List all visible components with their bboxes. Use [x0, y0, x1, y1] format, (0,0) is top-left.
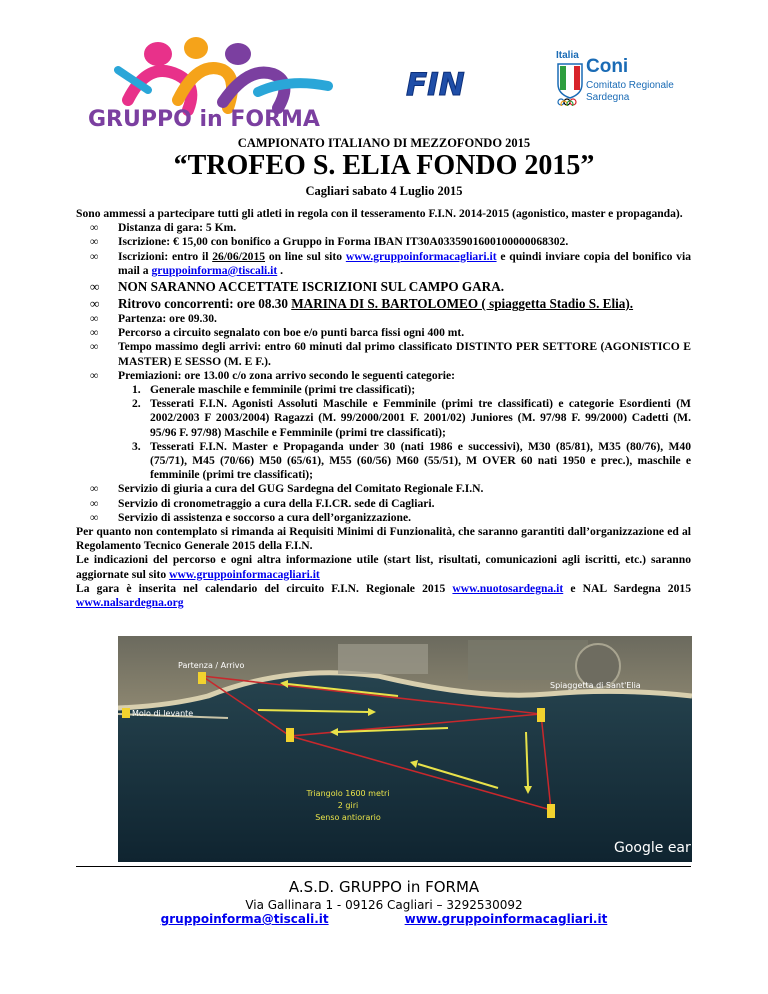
coni-logo [556, 50, 676, 106]
event-date: Cagliari sabato 4 Luglio 2015 [305, 184, 463, 198]
meeting-place: MARINA DI S. BARTOLOMEO ( spiaggetta Stadio S. Elia). [291, 296, 634, 312]
services-list [76, 482, 691, 525]
bullet-icon: ∞ [90, 249, 99, 263]
category-text: Tesserati F.I.N. Agonisti Assoluti Maschile e Femminile (primi tre classificati) e categorie Esordienti (M 2002/2003 F 2003/2004) Ragazzi (M. 99/2000/2001 F. 2001/02) Juniores (M. 97/98 F. 99/2000) Cadetti (M. 95/96 F. 97/98) Maschile e Femminile (primi tre classificati); [150, 397, 691, 439]
list-item [76, 369, 691, 383]
bullet-icon: ∞ [90, 496, 99, 510]
list-item [76, 312, 691, 326]
google-watermark: Google ear [614, 840, 691, 856]
direction-label: Senso antiorario [315, 813, 381, 822]
distance-text: Distanza di gara: 5 Km. [118, 221, 237, 235]
list-item [76, 482, 691, 496]
buoy-icon [537, 708, 545, 722]
coni-italia-text: Italia [556, 50, 579, 61]
registration-mid: on line sul sito [265, 249, 346, 263]
molo-label: Molo di levante [132, 709, 194, 718]
list-item [76, 235, 691, 249]
bullet-icon: ∞ [90, 326, 99, 340]
calendar-paragraph [76, 582, 691, 610]
trophy-title: “TROFEO S. ELIA FONDO 2015” [173, 150, 595, 181]
course-text: Percorso a circuito segnalato con boe e/o punti barca fissi ogni 400 mt. [118, 326, 465, 340]
website-link[interactable]: www.gruppoinformacagliari.it [345, 249, 497, 263]
list-item [76, 497, 691, 511]
registration-pre: Iscrizioni: entro il [118, 249, 213, 263]
start-finish-label: Partenza / Arrivo [178, 661, 245, 670]
category-text: Generale maschile e femminile (primi tre classificati); [150, 383, 416, 397]
bullet-icon: ∞ [90, 221, 99, 235]
footer-email-link[interactable]: gruppoinforma@tiscali.it [160, 912, 329, 926]
beach-label: Spiaggetta di Sant'Elia [550, 681, 641, 690]
jury-text: Servizio di giuria a cura del GUG Sardegna del Comitato Regionale F.I.N. [118, 482, 484, 496]
intro-paragraph: Sono ammessi a partecipare tutti gli atleti in regola con il tesseramento F.I.N. 2014-2015 (agonistico, master e propaganda). [76, 207, 683, 220]
coni-name-text: Coni [586, 56, 629, 77]
fin-logo-text: FIN [406, 67, 465, 100]
bullet-icon: ∞ [90, 510, 99, 524]
footer-divider [76, 866, 691, 867]
list-item [76, 511, 691, 525]
footer-links [0, 912, 768, 926]
meeting-time: Ritrovo concorrenti: ore 08.30 [118, 296, 292, 312]
category-item [76, 383, 691, 397]
category-number: 2. [132, 397, 141, 411]
buoy-icon [198, 672, 206, 684]
registration-deadline: 26/06/2015 [212, 249, 266, 263]
website-link[interactable]: www.gruppoinformacagliari.it [169, 567, 320, 581]
footer-organization: A.S.D. GRUPPO in FORMA [288, 878, 480, 896]
buoy-icon [122, 708, 130, 718]
updates-text: Le indicazioni del percorso e ogni altra informazione utile (start list, risultati, comunicazioni agli iscritti, etc.) saranno aggiornate sul sito [76, 553, 691, 581]
categories-list [76, 383, 691, 482]
gruppo-logo-text: GRUPPO in FORMA [88, 107, 320, 130]
footer-website-link[interactable]: www.gruppoinformacagliari.it [404, 912, 608, 926]
category-item [76, 440, 691, 483]
list-item [76, 326, 691, 340]
bullet-icon: ∞ [90, 340, 99, 354]
no-onsite-registration: NON SARANNO ACCETTATE ISCRIZIONI SUL CAMPO GARA. [118, 279, 505, 295]
category-item [76, 397, 691, 440]
category-number: 3. [132, 439, 141, 453]
rules-reference-paragraph: Per quanto non contemplato si rimanda ai Requisiti Minimi di Funzionalità, che saranno garantiti dall’organizzazione ed al Regolamento Tecnico Generale 2015 della F.I.N. [76, 525, 691, 553]
footer-address: Via Gallinara 1 - 09126 Cagliari – 3292530092 [245, 898, 523, 912]
category-number: 1. [132, 383, 141, 397]
coni-sub2-text: Sardegna [586, 92, 630, 103]
category-text: Tesserati F.I.N. Master e Propaganda under 30 (nati 1986 e successivi), M30 (85/81), M35 (80/76), M40 (75/71), M45 (70/66) M50 (65/61), M55 (60/56) M60 (55/51), M OVER 60 nati 1950 e prec.), maschile e femminile (primi tre classificati); [150, 439, 691, 482]
list-item [76, 340, 691, 368]
coni-sub1-text: Comitato Regionale [586, 80, 674, 91]
list-item [76, 278, 691, 295]
assistance-text: Servizio di assistenza e soccorso a cura dell’organizzazione. [118, 510, 412, 524]
list-item [76, 250, 691, 278]
nuotosardegna-link[interactable]: www.nuotosardegna.it [452, 581, 564, 595]
updates-paragraph [76, 553, 691, 581]
gruppo-in-forma-logo [88, 30, 350, 130]
nalsardegna-link[interactable]: www.nalsardegna.org [76, 596, 184, 610]
start-time: Partenza: ore 09.30. [118, 312, 217, 326]
bullet-icon: ∞ [90, 235, 99, 249]
bullet-icon: ∞ [90, 279, 100, 295]
list-item [76, 221, 691, 235]
bullet-icon: ∞ [90, 296, 100, 312]
timing-text: Servizio di cronometraggio a cura della F.I.CR. sede di Cagliari. [118, 496, 435, 510]
course-map [118, 636, 692, 862]
email-link[interactable]: gruppoinforma@tiscali.it [151, 263, 278, 277]
calendar-pre: La gara è inserita nel calendario del circuito F.I.N. Regionale 2015 [76, 581, 453, 595]
calendar-mid: e NAL Sardegna 2015 [563, 581, 691, 595]
registration-post: . [277, 263, 284, 277]
bullet-icon: ∞ [90, 368, 99, 382]
triangle-label: Triangolo 1600 metri [306, 789, 390, 798]
awards-text: Premiazioni: ore 13.00 c/o zona arrivo secondo le seguenti categorie: [118, 368, 455, 382]
bullet-icon: ∞ [90, 312, 99, 326]
time-limit-text: Tempo massimo degli arrivi: entro 60 minuti dal primo classificato DISTINTO PER SETTORE (AGONISTICO E MASTER) E SESSO (M. E F.). [118, 340, 691, 368]
rules-list [76, 221, 691, 383]
championship-title: CAMPIONATO ITALIANO DI MEZZOFONDO 2015 [237, 136, 531, 150]
registration-mid2: e quindi inviare copia del bonifico via mail a [118, 249, 691, 277]
buoy-icon [547, 804, 555, 818]
fee-text: Iscrizione: € 15,00 con bonifico a Gruppo in Forma IBAN IT30A0335901600100000068302. [118, 235, 569, 249]
coni-emblem-icon [556, 62, 584, 106]
list-item [76, 295, 691, 312]
buoy-icon [286, 728, 294, 742]
regulations-body [76, 207, 691, 610]
fin-logo [402, 66, 494, 100]
bullet-icon: ∞ [90, 482, 99, 496]
laps-label: 2 giri [337, 801, 359, 810]
